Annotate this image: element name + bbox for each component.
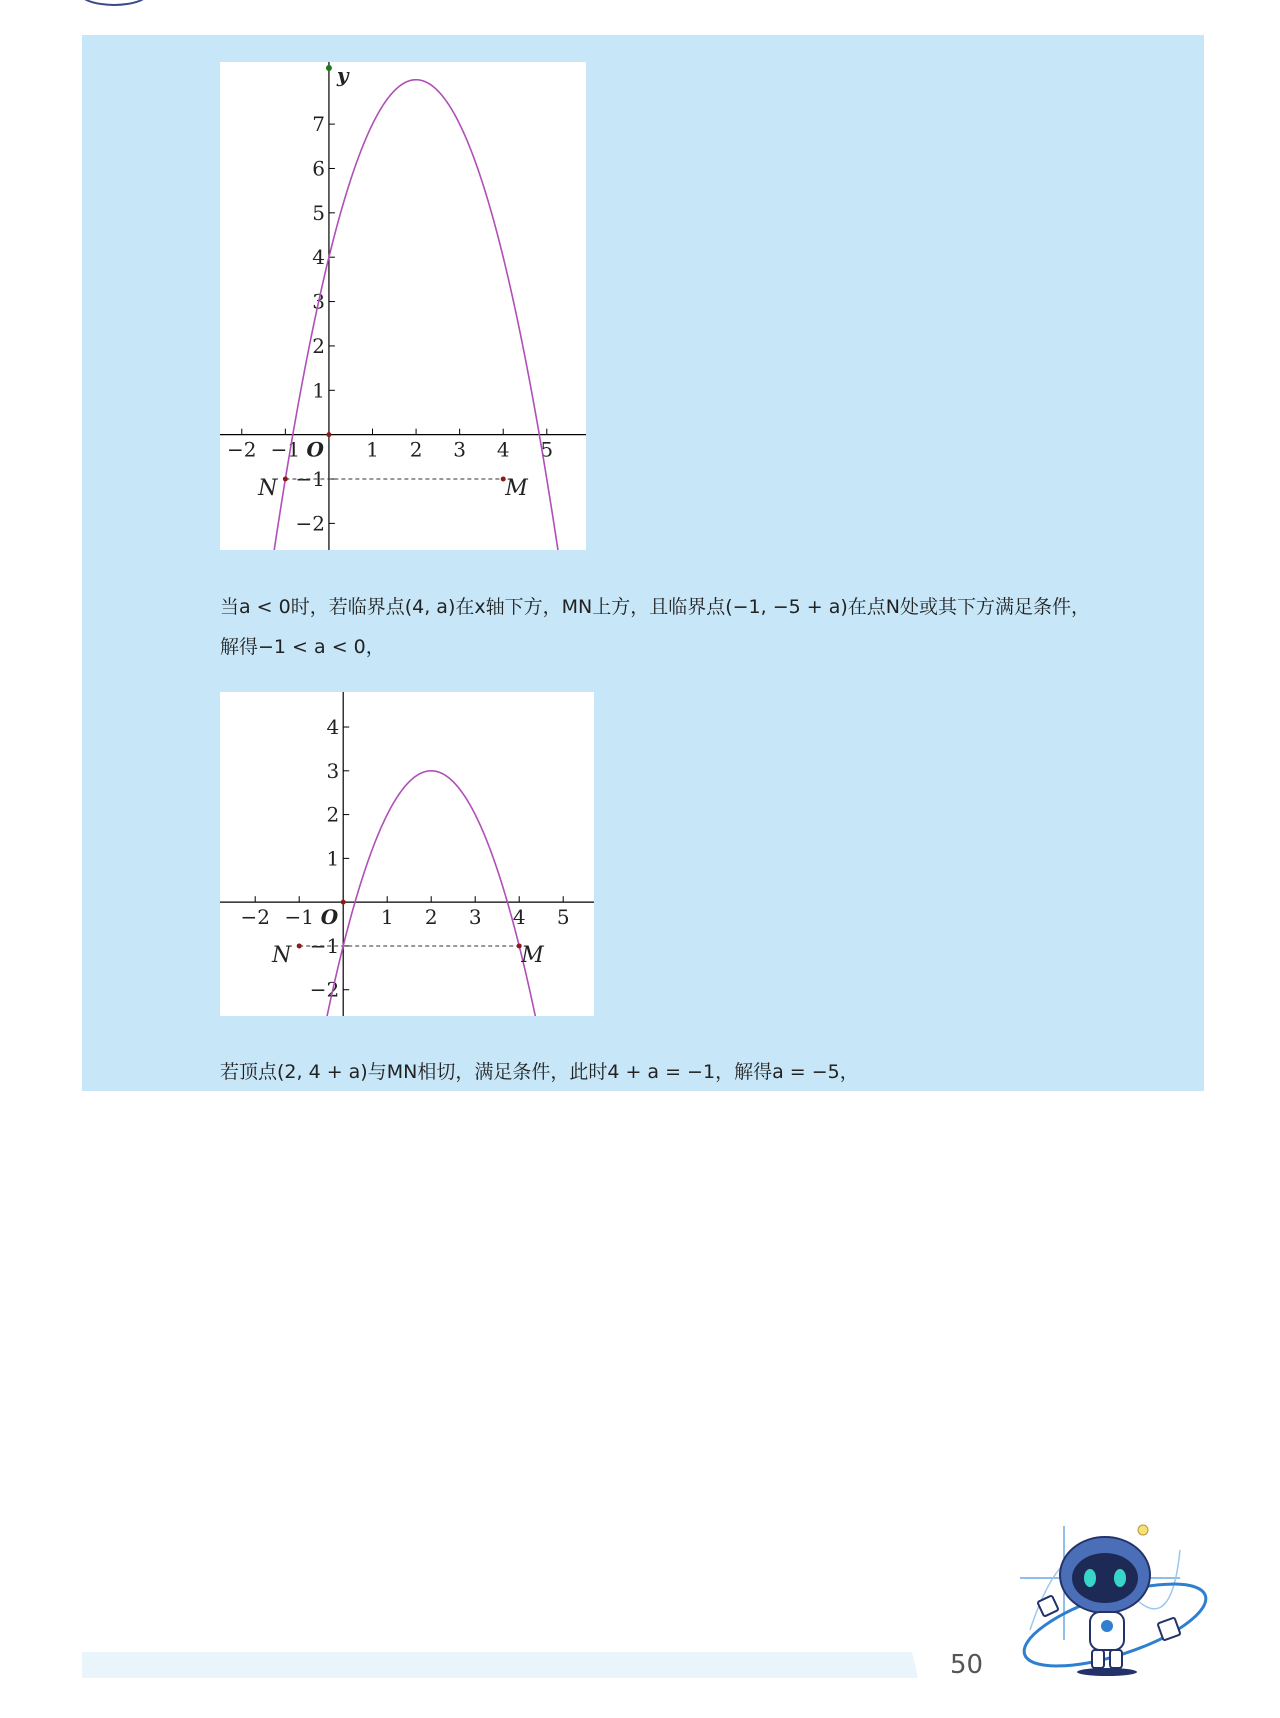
y-tick-label: 3 <box>326 758 340 783</box>
x-tick-label: 2 <box>409 437 423 462</box>
solution-text-line-3: 若顶点(2, 4 + a)与MN相切，满足条件，此时4 + a = −1，解得a = −5， <box>220 1061 859 1083</box>
y-tick-label: −2 <box>295 511 325 536</box>
graph-1 <box>220 62 586 550</box>
x-tick-label: 3 <box>468 905 482 930</box>
x-tick-label: 3 <box>453 437 467 462</box>
origin-point <box>341 900 346 905</box>
x-tick-label: −2 <box>227 437 257 462</box>
origin-label: O <box>306 437 324 462</box>
x-tick-label: 4 <box>496 437 510 462</box>
y-axis-arrow-icon <box>326 65 332 71</box>
x-tick-label: 4 <box>512 905 526 930</box>
point-N <box>297 943 302 948</box>
y-tick-label: 1 <box>326 846 340 871</box>
point-M-label: M <box>505 476 528 502</box>
figure-1 <box>220 62 586 550</box>
origin-label: O <box>320 905 339 930</box>
graph-2 <box>220 692 594 1016</box>
y-tick-label: 7 <box>312 112 325 137</box>
page-number: 50 <box>950 1650 984 1680</box>
x-tick-label: 5 <box>540 437 554 462</box>
point-M-label: M <box>521 942 544 968</box>
y-tick-label: −1 <box>295 467 325 492</box>
x-tick-label: −1 <box>284 905 314 930</box>
solution-text-line-2: 解得−1 < a < 0， <box>220 636 385 658</box>
y-tick-label: 2 <box>326 802 340 827</box>
x-tick-label: 5 <box>556 905 570 930</box>
header-logo-arc <box>76 0 152 6</box>
figure-2 <box>220 692 594 1016</box>
y-tick-label: 4 <box>326 715 340 740</box>
point-N <box>283 477 288 482</box>
parabola-curve <box>220 771 594 1016</box>
y-axis-label: y <box>336 63 349 87</box>
point-N-label: N <box>271 942 292 968</box>
y-tick-label: 3 <box>312 289 325 314</box>
robot-mascot-icon <box>1010 1520 1210 1680</box>
x-tick-label: −2 <box>240 905 270 930</box>
y-tick-label: 2 <box>312 333 325 358</box>
x-tick-label: 1 <box>366 437 379 462</box>
origin-point <box>326 432 331 437</box>
point-N-label: N <box>258 476 278 502</box>
y-tick-label: 1 <box>312 378 325 403</box>
y-tick-label: 4 <box>312 245 325 270</box>
x-tick-label: 2 <box>424 905 438 930</box>
x-tick-label: −1 <box>270 437 301 462</box>
solution-text-line-1: 当a < 0时，若临界点(4, a)在x轴下方，MN上方，且临界点(−1, −5 + a)在点N处或其下方满足条件， <box>220 596 1090 618</box>
footer-bar <box>82 1652 918 1678</box>
y-tick-label: −2 <box>309 977 340 1002</box>
y-tick-label: 5 <box>312 200 325 225</box>
y-tick-label: 6 <box>312 156 325 181</box>
y-tick-label: −1 <box>309 933 340 958</box>
x-tick-label: 1 <box>380 905 394 930</box>
